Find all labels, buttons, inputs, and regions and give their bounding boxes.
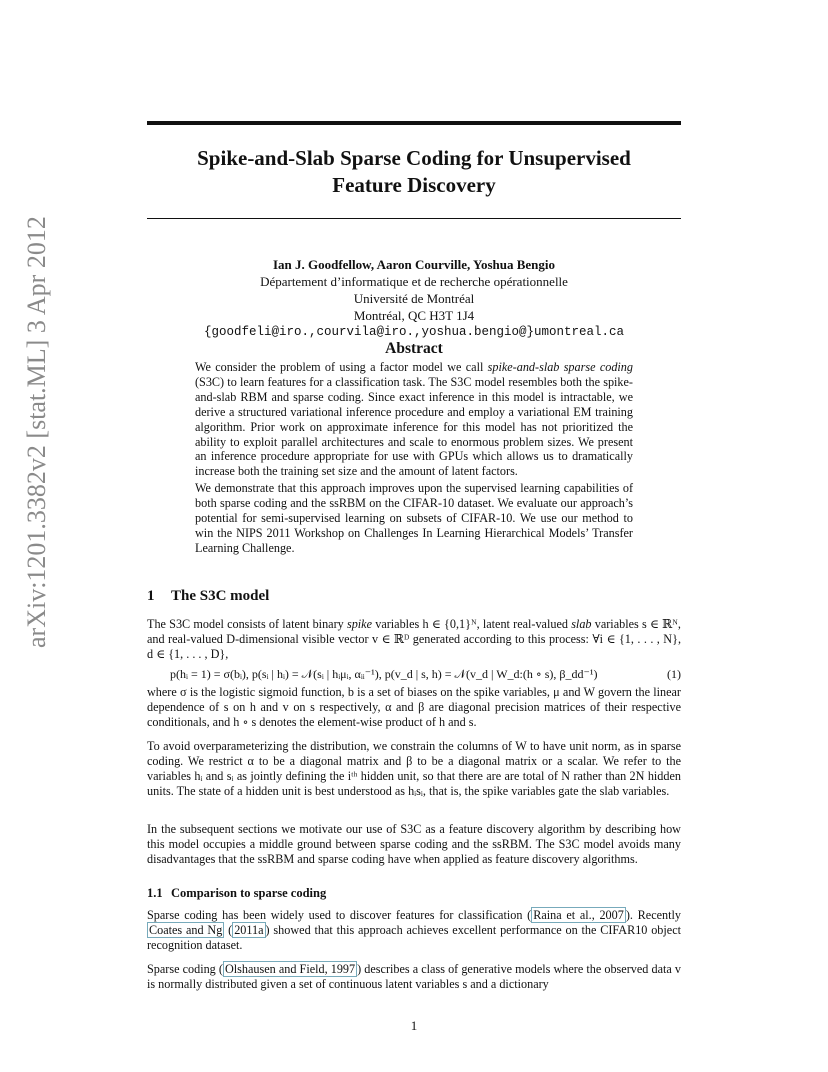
citation-link[interactable]: Coates and Ng (149, 922, 223, 937)
body-text: ( (224, 922, 233, 937)
abstract-text: (S3C) to learn features for a classification task. The S3C model resembles both the spike-and-slab RBM and sparse coding. Since exact inference in this model is intractable, we derive a structured variational inference procedure and employ a variational EM training algorithm. Prior work on approximate inference for this model has not prioritized the ability to exploit parallel architectures and scale to enormous problem sizes. We present an inference procedure appropriate for use with GPUs which allows us to dramatically increase both the training set size and the amount of latent factors. (195, 374, 633, 479)
abstract-text: We consider the problem of using a factor model we call (195, 360, 488, 374)
arxiv-stamp: arXiv:1201.3382v2 [stat.ML] 3 Apr 2012 (22, 216, 51, 648)
title-rule-top (147, 121, 681, 125)
subsection-title: Comparison to sparse coding (171, 886, 327, 900)
author-block (147, 256, 681, 341)
title-line-1: Spike-and-Slab Sparse Coding for Unsupervised (197, 146, 631, 170)
citation-link[interactable]: Raina et al., 2007 (533, 908, 624, 922)
author-emails: {goodfeli@iro.,courvila@iro.,yoshua.bengio@}umontreal.ca (203, 325, 625, 339)
body-paragraph-1 (147, 617, 681, 662)
abstract-paragraph-1 (195, 360, 633, 479)
abstract-emphasis: spike-and-slab sparse coding (487, 360, 633, 374)
body-text: The S3C model consists of latent binary (147, 617, 347, 631)
section-title: The S3C model (171, 588, 270, 604)
paper-title (147, 145, 681, 199)
author-names: Ian J. Goodfellow, Aaron Courville, Yoshua Bengio (272, 257, 556, 272)
equation-body: p(hᵢ = 1) = σ(bᵢ), p(sᵢ | hᵢ) = 𝒩(sᵢ | hᵢμᵢ, αᵢᵢ⁻¹), p(v_d | s, h) = 𝒩(v_d | W_d:(h ∘ s), β_dd⁻¹) (170, 667, 598, 681)
title-line-2: Feature Discovery (332, 173, 496, 197)
abstract (195, 360, 633, 558)
citation-link[interactable]: Olshausen and Field, 1997 (224, 962, 356, 976)
body-text: Sparse coding ( (147, 962, 223, 976)
title-rule-bottom (147, 218, 681, 219)
affiliation-university: Université de Montréal (353, 291, 475, 306)
body-text: variables s ∈ ℝᴺ, and real-valued D-dimensional visible vector v ∈ ℝᴰ generated according to this process: ∀i ∈ {1, . . . , N}, d ∈ {1, . . . , D}, (147, 617, 681, 661)
citation-link[interactable]: 2011a (234, 922, 264, 937)
section-heading (147, 588, 269, 605)
body-paragraph-6 (147, 962, 681, 992)
subsection-heading (147, 886, 326, 901)
body-paragraph-2: where σ is the logistic sigmoid function, b is a set of biases on the spike variables, μ and W govern the linear dependence of s on h and v on s respectively, α and β are diagonal precision matrices of their respective conditionals, and h ∘ s denotes the element-wise product of h and s. (147, 685, 681, 729)
body-text: variables h ∈ {0,1}ᴺ, latent real-valued (372, 617, 572, 631)
abstract-paragraph-2: We demonstrate that this approach improves upon the supervised learning capabilities of both sparse coding and the ssRBM on the CIFAR-10 dataset. We evaluate our approach’s potential for semi-supervised learning on subsets of CIFAR-10. We use our method to win the NIPS 2011 Workshop on Challenges In Learning Hierarchical Models’ Transfer Learning Challenge. (195, 481, 633, 555)
page-number: 1 (410, 1018, 418, 1033)
subsection-number: 1.1 (147, 886, 163, 900)
body-text: ) showed that this approach achieves excellent performance on the CIFAR10 object recognition dataset. (147, 922, 681, 952)
body-text: ) describes a class of generative models where the observed data v is normally distributed given a set of continuous latent variables s and a dictionary (147, 962, 681, 991)
body-emphasis: spike (346, 617, 372, 631)
abstract-heading: Abstract (385, 340, 443, 357)
body-paragraph-5 (147, 908, 681, 953)
body-text: Sparse coding has been widely used to discover features for classification ( (147, 908, 532, 922)
equation-1 (170, 667, 681, 682)
affiliation-address: Montréal, QC H3T 1J4 (353, 308, 475, 323)
body-emphasis: slab (571, 617, 592, 631)
body-paragraph-4: In the subsequent sections we motivate our use of S3C as a feature discovery algorithm by describing how this model occupies a middle ground between sparse coding and the ssRBM. The S3C model avoids many disadvantages that the ssRBM and sparse coding have when applied as feature discovery algorithms. (147, 822, 681, 866)
equation-number: (1) (667, 667, 681, 681)
affiliation-department: Département d’informatique et de recherche opérationnelle (260, 274, 568, 289)
body-text: ). Recently (625, 908, 681, 922)
body-paragraph-3: To avoid overparameterizing the distribution, we constrain the columns of W to have unit norm, as in sparse coding. We restrict α to be a diagonal matrix and β to be a diagonal matrix or a scalar. We refer to the variables hᵢ and sᵢ as jointly defining the iᵗʰ hidden unit, so that there are are total of N rather than 2N hidden units. The state of a hidden unit is best understood as hᵢsᵢ, that is, the spike variables gate the slab variables. (147, 739, 681, 798)
section-number: 1 (147, 588, 155, 604)
